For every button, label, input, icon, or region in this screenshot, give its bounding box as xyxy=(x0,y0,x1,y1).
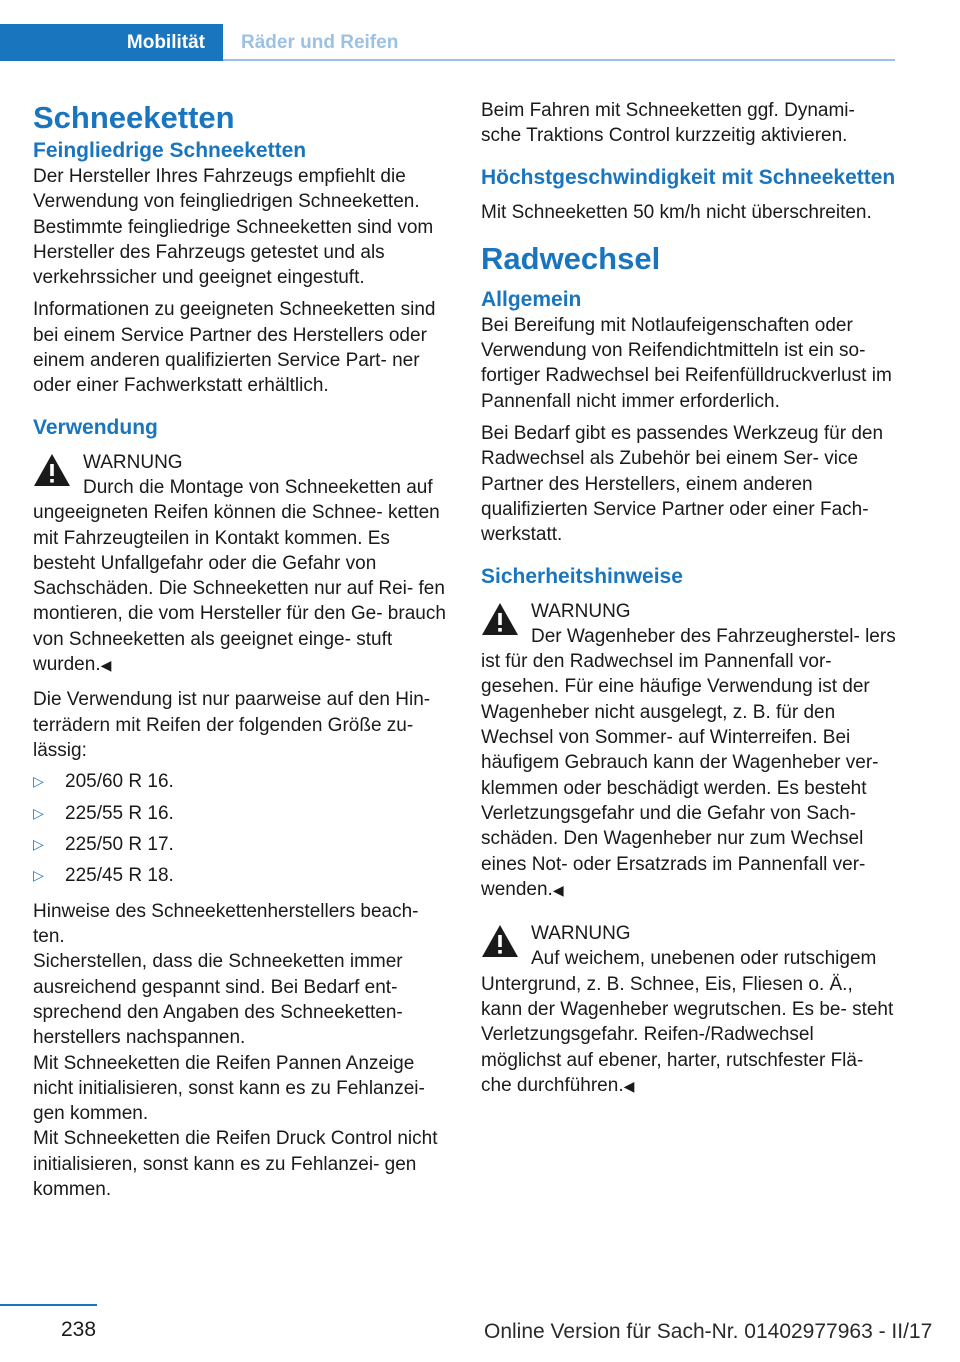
triangle-bullet-icon: ▷ xyxy=(33,867,44,884)
triangle-bullet-icon: ▷ xyxy=(33,804,44,821)
warning-block-untergrund xyxy=(481,921,899,1099)
tab-mobilitaet[interactable]: Mobilität xyxy=(0,24,223,61)
warning-text xyxy=(481,946,899,1099)
tire-size: 225/50 R 17. xyxy=(65,834,174,856)
heading-feingliedrige-schneeketten: Feingliedrige Schneeketten xyxy=(33,139,307,162)
list-item xyxy=(33,801,449,832)
end-mark: ◀ xyxy=(100,657,112,674)
heading-hoechstgeschwindigkeit: Höchstgeschwindigkeit mit Schneeketten xyxy=(481,165,896,189)
paragraph-50-kmh: Mit Schneeketten 50 km/h nicht überschreiten. xyxy=(481,201,872,223)
header-rule xyxy=(223,59,895,61)
tab-raeder-und-reifen[interactable]: Räder und Reifen xyxy=(241,32,399,53)
triangle-bullet-icon: ▷ xyxy=(33,773,44,790)
page-title-radwechsel: Radwechsel xyxy=(481,240,661,276)
paragraph-druck-control: Mit Schneeketten die Reifen Druck Control nicht initialisieren, sonst kann es zu Fehlanzei‐ gen kommen. xyxy=(33,1128,438,1201)
heading-allgemein: Allgemein xyxy=(481,287,582,311)
warning-text xyxy=(33,475,449,678)
tire-size-list xyxy=(33,769,449,895)
end-mark: ◀ xyxy=(552,881,564,898)
tire-size: 225/55 R 16. xyxy=(65,802,174,824)
warning-block-wagenheber xyxy=(481,599,899,904)
warning-text-body: Der Wagenheber des Fahrzeugherstel‐ lers ist für den Radwechsel im Pannenfall vor‐ gesehen. Für eine häufige Verwendung ist der Wagenheber nicht ausgelegt, z. B. für den Wechsel von Sommer- auf Winterreifen. Bei häufigem Gebrauch kann der Wagenheber ver‐ klemmen oder beschädigt werden. Es besteht Verletzungsgefahr und die Gefahr von Sach‐ schäden. Den Wagenheber nur zum Wechsel eines Not- oder Ersatzrads im Pannenfall ver‐ wenden. xyxy=(481,625,896,900)
paragraph-sicherstellen: Sicherstellen, dass die Schneeketten immer ausreichend gespannt sind. Bei Bedarf ent‐ sprechend den Angaben des Schneeketten‐ herstellers nachspannen. xyxy=(33,951,403,1049)
warning-triangle-icon xyxy=(481,601,519,637)
paragraph-hersteller-empfehlung: Der Hersteller Ihres Fahrzeugs empfiehlt die Verwendung von feingliedrigen Schneeketten. Bestimmte feingliedrige Schneeketten sind vom Hersteller des Fahrzeugs getestet und als verkehrssicher und geeignet eingestuft. xyxy=(33,166,434,289)
paragraph-pannen-anzeige: Mit Schneeketten die Reifen Pannen Anzeige nicht initialisieren, sonst kann es zu Fehlanzei‐ gen kommen. xyxy=(33,1052,425,1125)
paragraph-paarweise: Die Verwendung ist nur paarweise auf den Hin‐ terrädern mit Reifen der folgenden Größe zu‐ lässig: xyxy=(33,689,431,761)
warning-label: WARNUNG xyxy=(531,600,631,622)
warning-text-body: Auf weichem, unebenen oder rutschigem Untergrund, z. B. Schnee, Eis, Fliesen o. Ä., kann der Wagenheber wegrutschen. Es be‐ steht Verletzungsgefahr. Reifen-/Radwechsel möglichst auf ebener, harter, rutschfester Flä‐ che durchführen. xyxy=(481,948,894,1096)
paragraph-werkzeug: Bei Bedarf gibt es passendes Werkzeug für den Radwechsel als Zubehör bei einem Ser‐ vice Partner des Herstellers, einem anderen qualifizierten Service Partner oder einer Fach‐ werkstatt. xyxy=(481,423,884,546)
warning-text-body: Durch die Montage von Schneeketten auf ungeeigneten Reifen können die Schnee‐ ketten mit Fahrzeugteilen in Kontakt kommen. Es besteht Unfallgefahr oder die Gefahr von Sachschäden. Die Schneeketten nur auf Rei‐ fen montieren, die vom Hersteller für den Ge‐ brauch von Schneeketten als geeignet einge‐ stuft wurden. xyxy=(33,476,446,676)
heading-sicherheitshinweise: Sicherheitshinweise xyxy=(481,564,683,588)
list-item xyxy=(33,832,449,863)
right-column xyxy=(481,98,899,1108)
tire-size: 225/45 R 18. xyxy=(65,865,174,887)
paragraph-informationen: Informationen zu geeigneten Schneeketten sind bei einem Service Partner des Herstellers oder einem anderen qualifizierten Service Part‐ ner oder einer Fachwerkstatt erhältlich. xyxy=(33,299,436,397)
header-tabs xyxy=(0,24,416,61)
warning-label: WARNUNG xyxy=(83,451,183,473)
page-number: 238 xyxy=(61,1318,97,1341)
tire-size: 205/60 R 16. xyxy=(65,771,174,793)
online-version-note: Online Version für Sach-Nr. 01402977963 - II/17 xyxy=(484,1320,933,1343)
paragraph-traktions-control: Beim Fahren mit Schneeketten ggf. Dynami‐ sche Traktions Control kurzzeitig aktivieren. xyxy=(481,100,855,147)
page-title-schneeketten: Schneeketten xyxy=(33,100,235,135)
paragraph-notlauf: Bei Bereifung mit Notlaufeigenschaften oder Verwendung von Reifendichtmitteln ist ein so‐ fortiger Radwechsel bei Reifenfülldruckverlust im Pannenfall nicht immer erforderlich. xyxy=(481,314,892,412)
triangle-bullet-icon: ▷ xyxy=(33,836,44,853)
list-item xyxy=(33,863,449,894)
end-mark: ◀ xyxy=(623,1077,635,1094)
warning-triangle-icon xyxy=(481,923,519,959)
paragraph-hinweise: Hinweise des Schneekettenherstellers beach‐ ten. xyxy=(33,900,419,948)
left-column xyxy=(33,98,449,1202)
list-item xyxy=(33,769,449,800)
warning-block-verwendung xyxy=(33,450,449,679)
warning-triangle-icon xyxy=(33,452,71,488)
warning-text xyxy=(481,624,899,903)
warning-label: WARNUNG xyxy=(531,923,631,945)
footer-rule xyxy=(0,1304,97,1306)
heading-verwendung: Verwendung xyxy=(33,415,158,439)
